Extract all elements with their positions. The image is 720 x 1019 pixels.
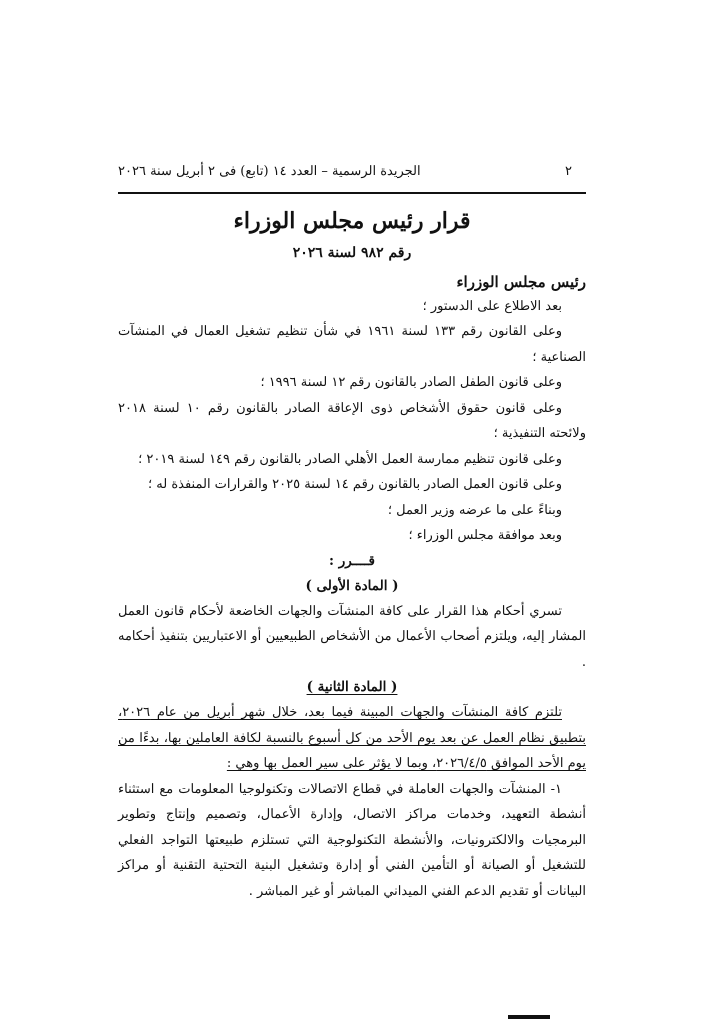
header-divider — [118, 192, 586, 194]
page-header — [118, 164, 572, 179]
gazette-issue-line: الجريدة الرسمية – العدد ١٤ (تابع) فى ٢ أبريل سنة ٢٠٢٦ — [118, 164, 421, 179]
preamble-item: وعلى قانون الطفل الصادر بالقانون رقم ١٢ لسنة ١٩٩٦ ؛ — [260, 375, 562, 391]
preamble-item: بعد الاطلاع على الدستور ؛ — [422, 298, 562, 314]
decree-issuer: رئيس مجلس الوزراء — [456, 272, 586, 291]
article-1-heading: ( المادة الأولى ) — [305, 577, 399, 594]
preamble-item: وعلى القانون رقم ١٣٣ لسنة ١٩٦١ في شأن تنظيم تشغيل العمال في المنشآت الصناعية ؛ — [118, 324, 586, 365]
page-bottom-mark — [508, 1015, 550, 1019]
preamble-item: وبناءً على ما عرضه وزير العمل ؛ — [387, 502, 562, 518]
article-1-text: تسري أحكام هذا القرار على كافة المنشآت والجهات الخاضعة لأحكام قانون العمل المشار إليه، ويلتزم أصحاب الأعمال من الأشخاص الطبيعيين أو الاعتباريين بتنفيذ أحكامه . — [118, 603, 586, 670]
preamble-item: وعلى قانون حقوق الأشخاص ذوى الإعاقة الصادر بالقانون رقم ١٠ لسنة ٢٠١٨ ولائحته التنفيذية ؛ — [118, 400, 586, 442]
preamble-item: وبعد موافقة مجلس الوزراء ؛ — [408, 528, 562, 544]
preamble-item: وعلى قانون تنظيم ممارسة العمل الأهلي الصادر بالقانون رقم ١٤٩ لسنة ٢٠١٩ ؛ — [138, 451, 562, 467]
decree-title: قرار رئيس مجلس الوزراء — [233, 208, 471, 234]
article-2-item-1: ١- المنشآت والجهات العاملة في قطاع الاتصالات وتكنولوجيا المعلومات مع استثناء أنشطة التعهيد، وخدمات مراكز الاتصال، وإدارة الأعمال، وتصميم وإنتاج وتطوير البرمجيات والالكترونيات، والأنشطة التكنولوجية التي تستلزم طبيعتها التواجد الفعلي للتشغيل أو الصيانة أو التأمين الفني أو إدارة وتشغيل البنية التحتية التقنية أو مراكز البيانات أو تقديم الدعم الفني الميداني المباشر أو غير المباشر . — [118, 781, 586, 899]
page-number: ٢ — [565, 164, 572, 179]
decree-number: رقم ٩٨٢ لسنة ٢٠٢٦ — [292, 244, 412, 261]
decree-body — [118, 206, 586, 904]
article-2-heading: ( المادة الثانية ) — [306, 679, 398, 696]
article-2-text: تلتزم كافة المنشآت والجهات المبينة فيما بعد، خلال شهر أبريل من عام ٢٠٢٦، بتطبيق نظام العمل عن بعد يوم الأحد من كل أسبوع بالنسبة لكافة العاملين بها، بدءًا من يوم الأحد الموافق ٢٠٢٦/٤/٥، وبما لا يؤثر على سير العمل بها وهي : — [118, 705, 586, 772]
decided-label: قــــرر : — [329, 552, 375, 569]
preamble-item: وعلى قانون العمل الصادر بالقانون رقم ١٤ لسنة ٢٠٢٥ والقرارات المنفذة له ؛ — [148, 477, 562, 493]
